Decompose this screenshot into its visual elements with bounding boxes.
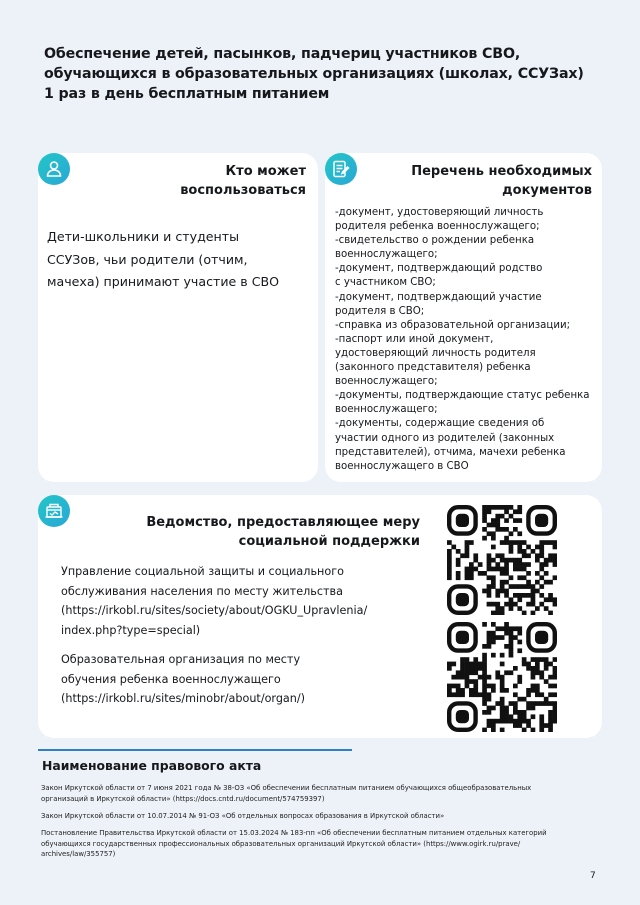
title-line: Обеспечение детей, пасынков, падчериц участников СВО, bbox=[44, 46, 521, 62]
qr-code-social-protection[interactable] bbox=[447, 505, 557, 615]
agency-link[interactable]: index.php?type=special) bbox=[61, 623, 201, 637]
department-heading: Ведомство, предоставляющее меру социальной поддержки bbox=[146, 515, 420, 549]
document-list-line: представителей), отчима, мачехи ребенка bbox=[335, 446, 566, 458]
document-list-line: -паспорт или иной документ, bbox=[335, 333, 494, 345]
legal-acts-heading: Наименование правового акта bbox=[42, 758, 262, 773]
document-list-line: -документы, содержащие сведения об bbox=[335, 418, 545, 430]
title-line: 1 раз в день бесплатным питанием bbox=[44, 86, 330, 102]
legal-act-line: Постановление Правительства Иркутской области от 15.03.2024 № 183-пп «Об обеспечении бесплатным питанием отдельных категорий bbox=[41, 829, 547, 837]
document-list-line: удостоверяющий личность родителя bbox=[335, 347, 536, 359]
document-list-line: военнослужащего; bbox=[335, 249, 438, 261]
legal-act-line: Закон Иркутской области от 7 июня 2021 года № 38-ОЗ «Об обеспечении бесплатным питанием обучающихся общеобразовательных bbox=[41, 784, 532, 792]
eligibility-card bbox=[38, 153, 318, 482]
person-icon bbox=[38, 153, 70, 185]
agency-link[interactable]: (https://irkobl.ru/sites/society/about/OGKU_Upravlenia/ bbox=[61, 604, 368, 617]
legal-act-line: обучающихся государственных профессиональных образовательных организаций Иркутской области» (https://www.ogirk.ru/prave/ bbox=[41, 839, 521, 848]
document-edit-icon bbox=[325, 153, 357, 185]
document-list-line: -документ, подтверждающий участие bbox=[335, 291, 542, 303]
legal-act-line: Закон Иркутской области от 10.07.2014 № 91-ОЗ «Об отдельных вопросах образования в Иркутской области» bbox=[41, 812, 445, 820]
document-list-line: военнослужащего; bbox=[335, 404, 438, 416]
qr-code-education[interactable] bbox=[447, 622, 557, 732]
document-list-line: -документ, удостоверяющий личность bbox=[335, 207, 544, 218]
document-list-line: -документы, подтверждающие статус ребенка bbox=[335, 390, 590, 402]
documents-heading: Перечень необходимых документов bbox=[411, 164, 592, 198]
agency-line: обслуживания населения по месту жительства bbox=[61, 584, 343, 598]
legal-act-line: archives/law/355757) bbox=[41, 850, 116, 858]
document-list-line: с участником СВО; bbox=[335, 277, 436, 289]
documents-card bbox=[325, 153, 602, 482]
document-list-line: -справка из образовательной организации; bbox=[335, 319, 570, 331]
department-text bbox=[61, 562, 421, 709]
legal-act-line: организаций в Иркутской области» (https://docs.cntd.ru/document/574759397) bbox=[41, 794, 325, 803]
document-list-line: родителя в СВО; bbox=[335, 305, 425, 317]
eligibility-text: Дети-школьники и студенты ССУЗов, чьи родители (отчим, мачеха) принимают участие в СВО bbox=[47, 229, 280, 289]
page-title bbox=[44, 44, 604, 104]
section-divider bbox=[38, 749, 352, 751]
school-line: Образовательная организация по месту bbox=[61, 653, 301, 666]
document-list-line: военнослужащего в СВО bbox=[335, 460, 469, 472]
legal-act-item bbox=[41, 783, 531, 804]
institution-icon bbox=[38, 495, 70, 527]
eligibility-heading: Кто может воспользоваться bbox=[180, 164, 306, 198]
school-line: обучения ребенка военнослужащего bbox=[61, 672, 281, 686]
title-line: обучающихся в образовательных организациях (школах, ССУЗах) bbox=[44, 66, 584, 82]
page-number: 7 bbox=[590, 871, 596, 881]
document-list-line: военнослужащего; bbox=[335, 376, 438, 388]
school-link[interactable]: (https://irkobl.ru/sites/minobr/about/organ/) bbox=[61, 692, 306, 705]
document-list-line: родителя ребенка военнослужащего; bbox=[335, 221, 540, 233]
document-list-line: участии одного из родителей (законных bbox=[335, 432, 555, 444]
documents-list bbox=[335, 206, 597, 474]
document-list-line: -документ, подтверждающий родство bbox=[335, 263, 543, 275]
department-card bbox=[38, 495, 602, 738]
legal-act-item bbox=[41, 811, 444, 822]
document-list-line: (законного представителя) ребенка bbox=[335, 362, 531, 374]
document-list-line: -свидетельство о рождении ребенка bbox=[335, 235, 535, 247]
agency-line: Управление социальной защиты и социального bbox=[61, 565, 344, 578]
legal-act-item bbox=[41, 828, 547, 860]
